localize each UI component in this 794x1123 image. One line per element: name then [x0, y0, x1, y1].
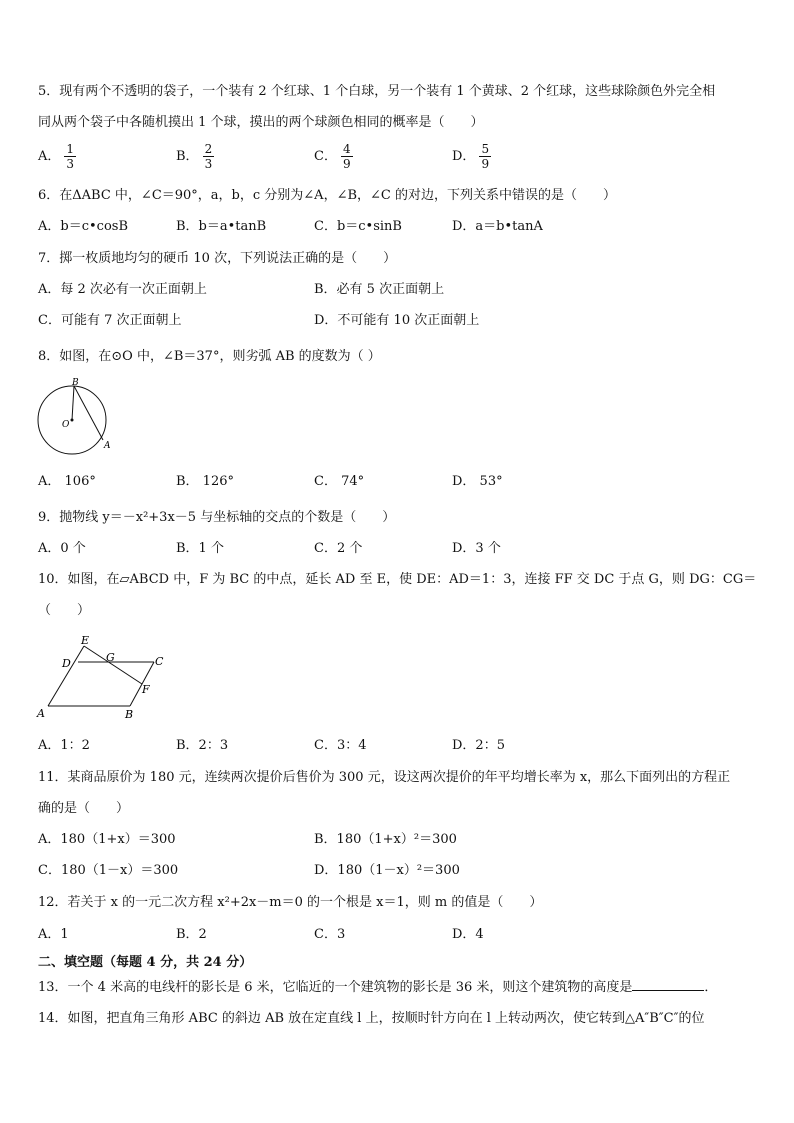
q10-line1: 10．如图，在▱ABCD 中，F 为 BC 的中点，延长 AD 至 E，使 DE：AD＝1：3，连接 FF 交 DC 于点 G，则 DG：CG＝	[38, 572, 757, 587]
q8-option-d: D． 53°	[452, 474, 503, 489]
q10-line2: （ ）	[38, 603, 91, 618]
q7-option-a: A．每 2 次必有一次正面朝上	[38, 282, 207, 297]
q12-line1: 12．若关于 x 的一元二次方程 x²+2x－m＝0 的一个根是 x＝1，则 m 的值是（ ）	[38, 895, 543, 910]
q10-option-b: B．2：3	[176, 738, 229, 753]
q10-option-a: A．1：2	[38, 738, 90, 753]
parallelogram-figure	[34, 632, 174, 724]
center-point	[71, 419, 74, 422]
q8-option-b: B． 126°	[176, 474, 234, 489]
q11-line1: 11．某商品原价为 180 元，连续两次提价后售价为 300 元，设这两次提价的年平均增长率为 x，那么下面列出的方程正	[38, 770, 731, 785]
q12-option-c: C．3	[314, 927, 346, 942]
q5-option-d: D． $\frac{5}{9}$	[452, 142, 490, 171]
q5-option-a: A． $\frac{1}{3}$	[38, 142, 75, 171]
q9-option-a: A．0 个	[38, 541, 86, 556]
q5-option-b: B． $\frac{2}{3}$	[176, 142, 213, 171]
q7-line1: 7．掷一枚质地均匀的硬币 10 次，下列说法正确的是（ ）	[38, 251, 397, 266]
q6-line1: 6．在ΔABC 中，∠C＝90°，a，b，c 分别为∠A，∠B，∠C 的对边，下列关系中错误的是（ ）	[38, 188, 616, 203]
label-c: C	[155, 655, 164, 668]
section-title-fill-in: 二、填空题（每题 4 分，共 24 分）	[38, 955, 253, 970]
q11-option-d: D．180（1－x）²＝300	[314, 863, 460, 878]
label-b: B	[125, 708, 134, 721]
q5-option-c: C． $\frac{4}{9}$	[314, 142, 351, 171]
q11-option-a: A．180（1+x）＝300	[38, 832, 176, 847]
fraction: $\frac{5}{9}$	[481, 142, 490, 171]
q6-option-c: C．b＝c•sinB	[314, 219, 402, 234]
q11-line2: 确的是（ ）	[38, 801, 130, 816]
q10-option-c: C．3：4	[314, 738, 367, 753]
label-a: A	[104, 441, 111, 451]
q11-option-b: B．180（1+x）²＝300	[314, 832, 457, 847]
label-b: B	[72, 378, 79, 388]
segment-ae	[48, 646, 84, 706]
q9-option-d: D．3 个	[452, 541, 501, 556]
q7-option-c: C．可能有 7 次正面朝上	[38, 313, 182, 328]
q6-option-d: D．a＝b•tanA	[452, 219, 543, 234]
fraction: $\frac{1}{3}$	[66, 142, 75, 171]
chord-ba	[74, 386, 103, 440]
label-e: E	[81, 634, 90, 647]
label-o: O	[62, 420, 70, 430]
label-d: D	[62, 657, 71, 670]
q10-option-d: D．2：5	[452, 738, 505, 753]
label-g: G	[106, 651, 115, 664]
q14-line1: 14．如图，把直角三角形 ABC 的斜边 AB 放在定直线 l 上，按顺时针方向在 l 上转动两次，使它转到△A″B″C″的位	[38, 1011, 705, 1026]
fraction: $\frac{2}{3}$	[204, 142, 213, 171]
q7-option-d: D．不可能有 10 次正面朝上	[314, 313, 480, 328]
q9-option-b: B．1 个	[176, 541, 224, 556]
q11-option-c: C．180（1－x）＝300	[38, 863, 179, 878]
q12-option-d: D．4	[452, 927, 484, 942]
fraction: $\frac{4}{9}$	[342, 142, 351, 171]
q6-option-a: A．b＝c•cosB	[38, 219, 128, 234]
circle-figure	[34, 376, 114, 456]
q13-line1: 13．一个 4 米高的电线杆的影长是 6 米，它临近的一个建筑物的影长是 36 米，则这个建筑物的高度是 ．	[38, 980, 718, 995]
q8-option-c: C． 74°	[314, 474, 365, 489]
q9-line1: 9．抛物线 y＝－x²+3x－5 与坐标轴的交点的个数是（ ）	[38, 510, 396, 525]
q6-option-b: B．b＝a•tanB	[176, 219, 267, 234]
q5-line2: 同从两个袋子中各随机摸出 1 个球，摸出的两个球颜色相同的概率是（ ）	[38, 115, 484, 130]
q8-option-a: A． 106°	[38, 474, 96, 489]
label-f: F	[142, 683, 150, 696]
segment-ob	[72, 386, 74, 420]
q8-line1: 8．如图，在⊙O 中，∠B＝37°，则劣弧 AB 的度数为（ ）	[38, 349, 381, 364]
q5-line1: 5．现有两个不透明的袋子，一个装有 2 个红球、1 个白球，另一个装有 1 个黄球、2 个红球，这些球除颜色外完全相	[38, 84, 716, 99]
label-a: A	[37, 707, 45, 720]
answer-blank	[632, 978, 704, 991]
q9-option-c: C．2 个	[314, 541, 363, 556]
q7-option-b: B．必有 5 次正面朝上	[314, 282, 445, 297]
q12-option-b: B．2	[176, 927, 207, 942]
q12-option-a: A．1	[38, 927, 69, 942]
